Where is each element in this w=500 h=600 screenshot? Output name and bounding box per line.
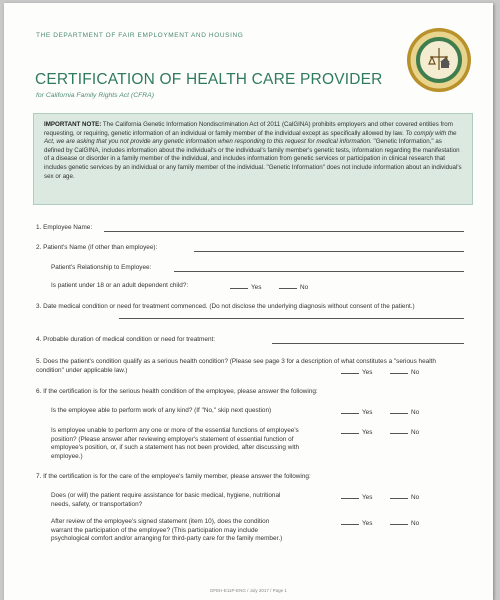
- page-footer: DFEH-E11P-ENG / July 2017 / Page 1: [210, 588, 287, 593]
- q6b-yes-option[interactable]: Yes: [341, 427, 372, 436]
- notice-italic: To comply with the Act, we are asking that you not provide any genetic information when responding to this request for medical information.: [44, 129, 457, 146]
- q6-label: 6. If the certification is for the serious health condition of the employee, please answer the following:: [36, 388, 318, 395]
- q7a-label: Does (or will) the patient require assistance for basic medical, hygiene, nutritional needs, safety, or transportation?: [51, 492, 281, 508]
- q6b-label: Is employee unable to perform any one or more of the essential functions of employee's position? (Please answer after reviewing employer's statement of essential function of employee's position, or, if such a statement has not been provided, after discussing with employee.): [51, 427, 300, 460]
- state-seal-icon: [406, 27, 472, 93]
- q6a-label: Is the employee able to perform work of any kind? (If "No," skip next question): [51, 407, 272, 414]
- commencement-date-field[interactable]: [119, 318, 464, 319]
- q5-no-option[interactable]: No: [390, 367, 419, 376]
- notice-text-2: "Genetic Information," as defined by CalGINA, includes information about the individual's or the individual's family member's genetic tests, information regarding the manifestation of a disease or disorder in a family member of the individual, and includes information from genetic services or participation in clinical research that includes genetic services by an individual or any family member of the individual. "Genetic Information" does not include information about an individual's sex or age.: [44, 138, 462, 180]
- duration-field[interactable]: [272, 343, 464, 344]
- q7b-label: After review of the employee's signed statement (item 10), does the condition warrant the participation of the employee? (This participation may include psychological comfort and/or arranging for third-party care for the family member.): [51, 518, 283, 543]
- q7b-yes-option[interactable]: Yes: [341, 518, 372, 527]
- q3-label: 3. Date medical condition or need for treatment commenced. (Do not disclose the underlying diagnosis without consent of the patient.): [36, 303, 415, 310]
- notice-lead: IMPORTANT NOTE:: [44, 121, 102, 128]
- important-note-box: [33, 113, 473, 205]
- relationship-field[interactable]: [174, 271, 464, 272]
- q7a-no-option[interactable]: No: [390, 492, 419, 501]
- q7-label: 7. If the certification is for the care of the employee's family member, please answer the following:: [36, 473, 311, 480]
- employee-name-field[interactable]: [104, 231, 464, 232]
- q2-label: 2. Patient's Name (if other than employee):: [36, 244, 158, 251]
- patient-name-field[interactable]: [194, 251, 464, 252]
- q6b-no-option[interactable]: No: [390, 427, 419, 436]
- department-name: THE DEPARTMENT OF FAIR EMPLOYMENT AND HOUSING: [36, 32, 244, 39]
- q6a-no-option[interactable]: No: [390, 407, 419, 416]
- q5-label: 5. Does the patient's condition qualify as a serious health condition? (Please see page 3 for a description of what constitutes a "serious health condition" under applicable law.): [36, 358, 436, 374]
- notice-text-1: The California Genetic Information Nondiscrimination Act of 2011 (CalGINA) prohibits employers and other covered entities from requesting, or requiring, genetic information of an individual or family member of the individual except as specifically allowed by law.: [44, 121, 453, 137]
- q2a-label: Patient's Relationship to Employee:: [51, 264, 152, 271]
- q4-label: 4. Probable duration of medical condition or need for treatment:: [36, 336, 216, 343]
- q2b-label: Is patient under 18 or an adult dependent child?:: [51, 282, 189, 289]
- q7a-yes-option[interactable]: Yes: [341, 492, 372, 501]
- q2b-yes-option[interactable]: Yes: [230, 282, 261, 291]
- q1-label: 1. Employee Name:: [36, 224, 93, 231]
- form-title: CERTIFICATION OF HEALTH CARE PROVIDER: [35, 71, 383, 88]
- q2b-no-option[interactable]: No: [279, 282, 308, 291]
- q5-yes-option[interactable]: Yes: [341, 367, 372, 376]
- q7b-no-option[interactable]: No: [390, 518, 419, 527]
- form-subtitle: for California Family Rights Act (CFRA): [36, 92, 154, 99]
- q6a-yes-option[interactable]: Yes: [341, 407, 372, 416]
- form-page: [4, 3, 493, 600]
